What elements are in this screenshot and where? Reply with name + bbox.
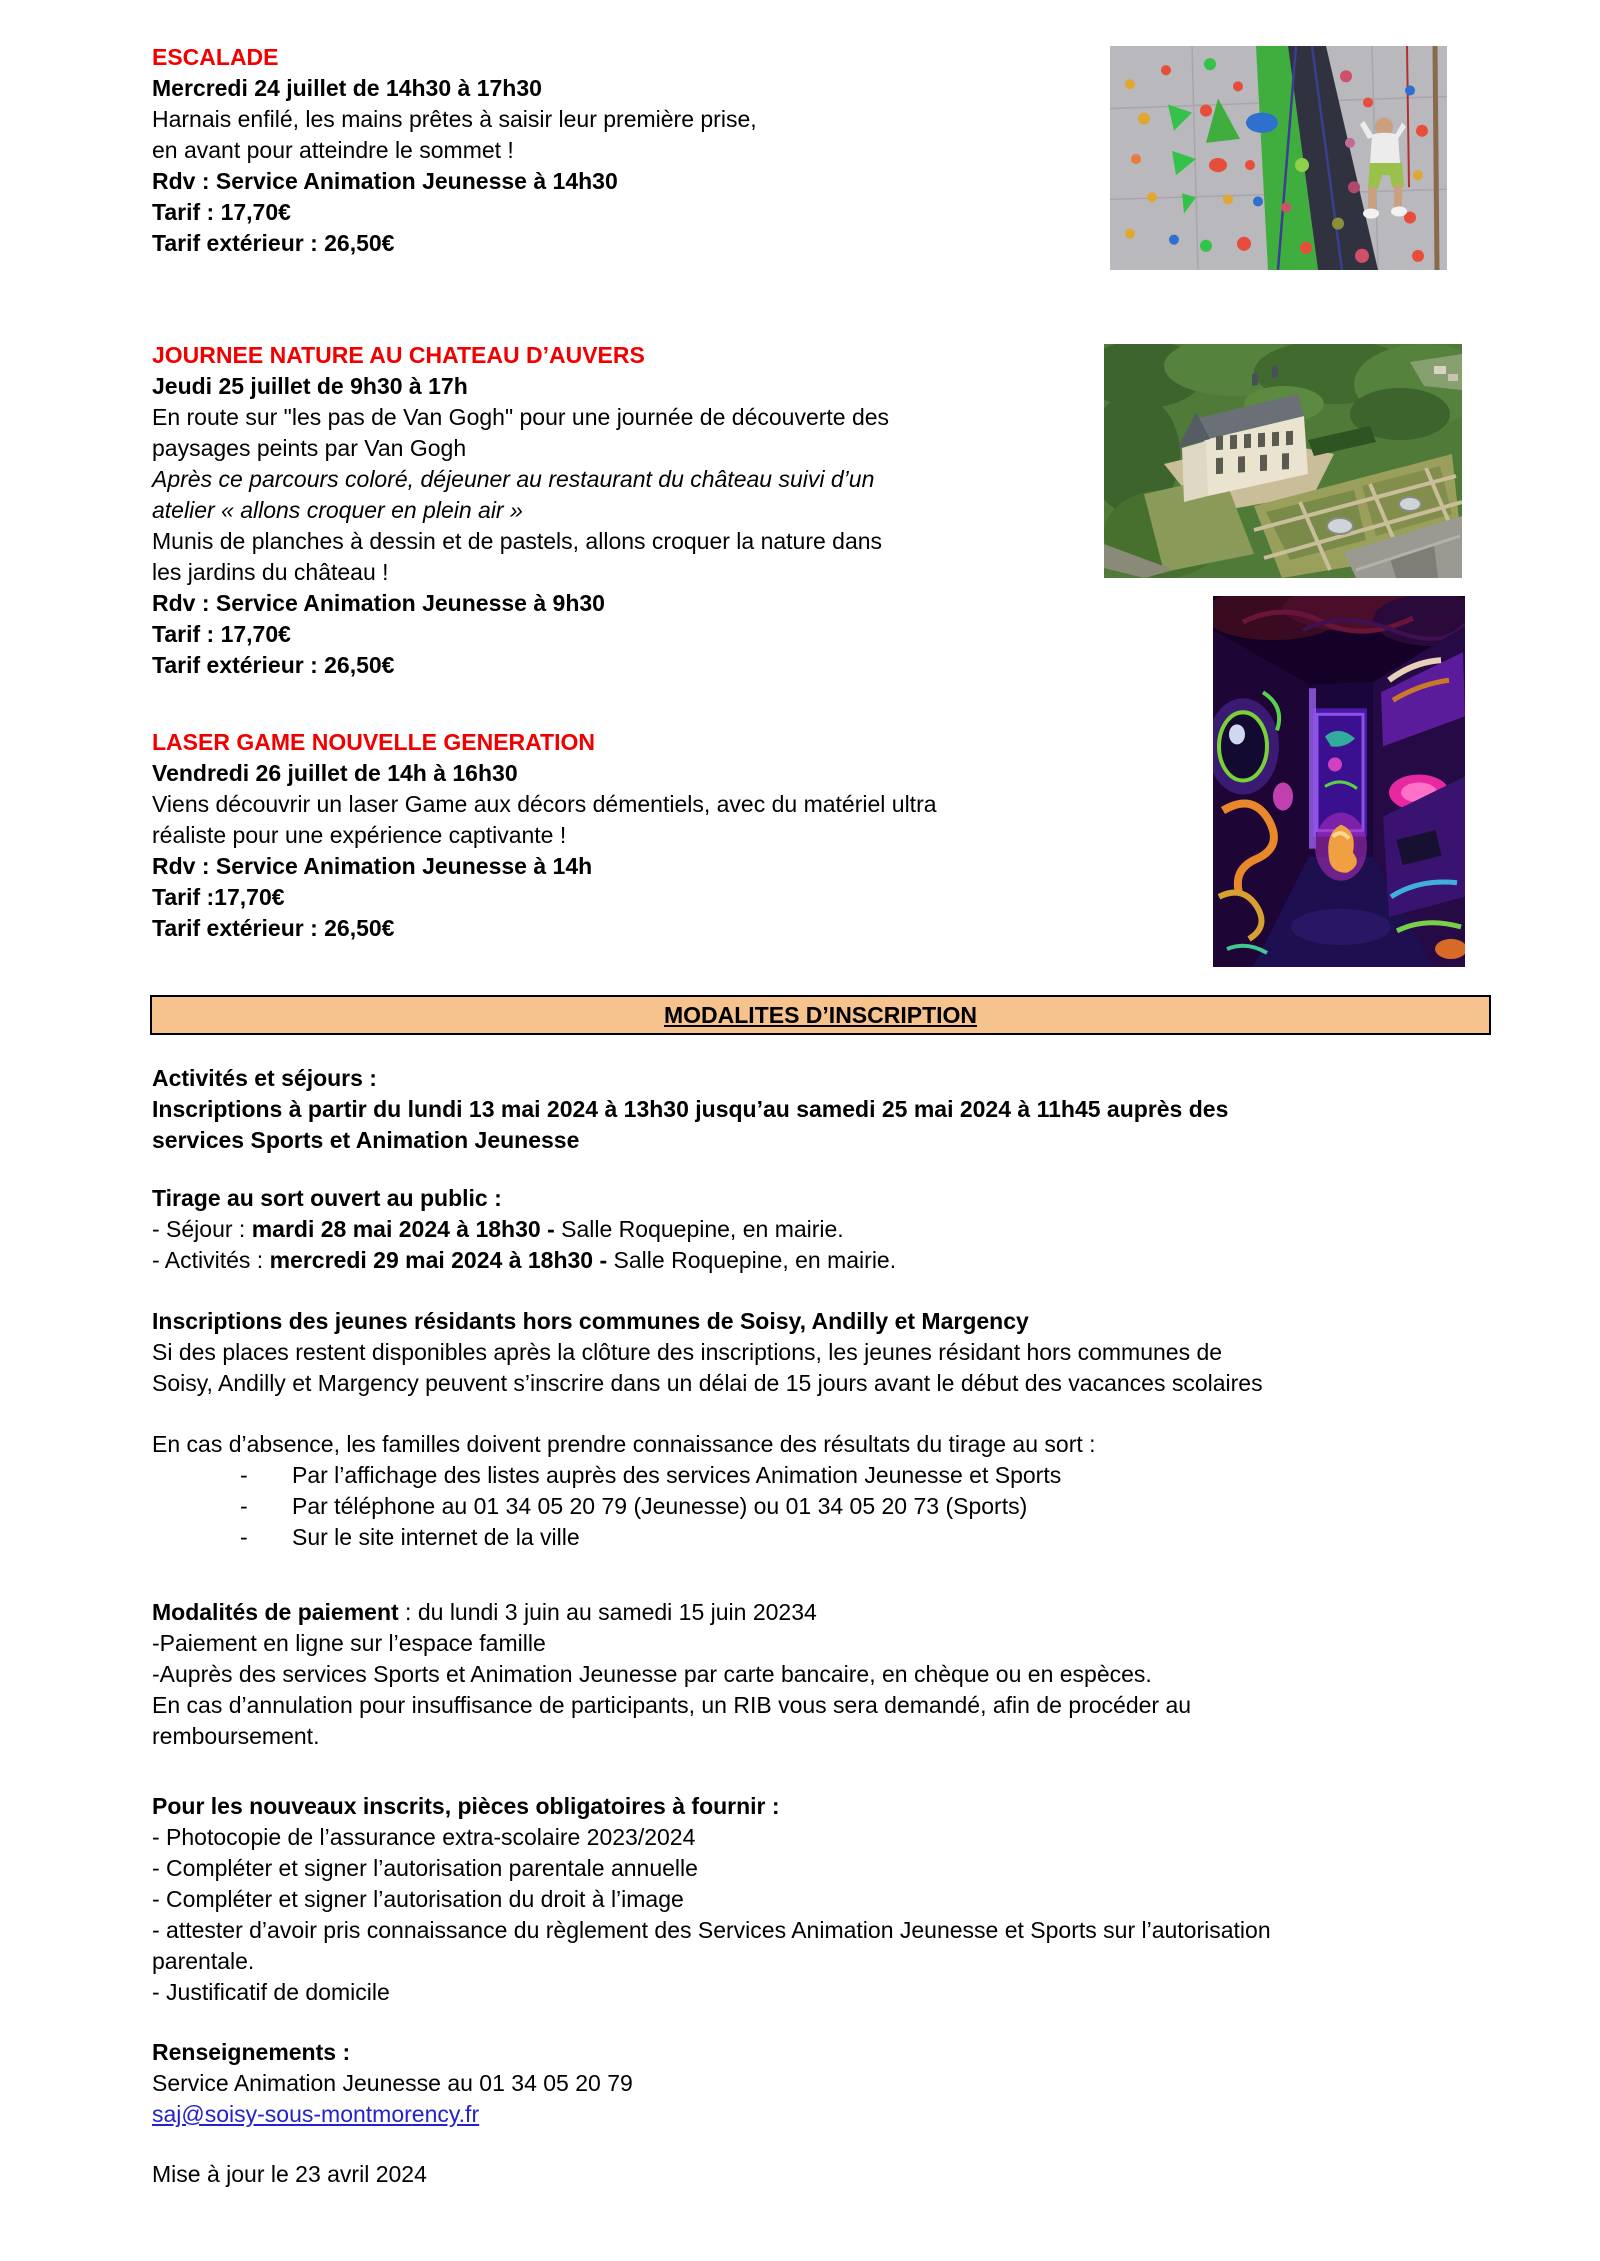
paragraph-activites-sejours xyxy=(152,1063,1228,1156)
paragraph-renseignements xyxy=(152,2037,633,2130)
activity-tarif-exterieur: Tarif extérieur : 26,50€ xyxy=(152,230,395,256)
activity-desc-line: Harnais enfilé, les mains prêtes à saisir leur première prise, xyxy=(152,106,757,132)
paragraph-heading: Activités et séjours : xyxy=(152,1065,377,1091)
activity-section-laser-game xyxy=(152,727,937,944)
activity-desc-line: En route sur "les pas de Van Gogh" pour une journée de découverte des xyxy=(152,404,890,430)
activity-desc-line: paysages peints par Van Gogh xyxy=(152,435,467,461)
paragraph-line: Service Animation Jeunesse au 01 34 05 20 79 xyxy=(152,2070,633,2096)
paragraph-line: -Paiement en ligne sur l’espace famille xyxy=(152,1630,546,1656)
paragraph-modalites-paiement xyxy=(152,1597,1191,1752)
list-item: - Par l’affichage des listes auprès des services Animation Jeunesse et Sports xyxy=(152,1460,1096,1491)
paragraph-line: remboursement. xyxy=(152,1723,320,1749)
activity-rdv: Rdv : Service Animation Jeunesse à 14h30 xyxy=(152,168,618,194)
activity-rdv: Rdv : Service Animation Jeunesse à 9h30 xyxy=(152,590,605,616)
tirage-item: - Activités : mercredi 29 mai 2024 à 18h30 - Salle Roquepine, en mairie. xyxy=(152,1247,897,1273)
activity-desc-line: en avant pour atteindre le sommet ! xyxy=(152,137,514,163)
activity-desc-italic-line: atelier « allons croquer en plein air » xyxy=(152,497,523,523)
paragraph-line: Si des places restent disponibles après la clôture des inscriptions, les jeunes résidant hors communes de xyxy=(152,1339,1223,1365)
activity-tarif: Tarif :17,70€ xyxy=(152,884,285,910)
list-item: - Par téléphone au 01 34 05 20 79 (Jeunesse) ou 01 34 05 20 73 (Sports) xyxy=(152,1491,1096,1522)
activity-desc-line: les jardins du château ! xyxy=(152,559,389,585)
activity-tarif: Tarif : 17,70€ xyxy=(152,199,291,225)
floor-glow xyxy=(1291,909,1391,945)
email-link[interactable]: saj@soisy-sous-montmorency.fr xyxy=(152,2101,480,2127)
modalites-inscription-banner xyxy=(150,995,1491,1035)
activity-date: Mercredi 24 juillet de 14h30 à 17h30 xyxy=(152,75,542,101)
paragraph-line: En cas d’annulation pour insuffisance de participants, un RIB vous sera demandé, afin de procéder au xyxy=(152,1692,1192,1718)
paragraph-absence-resultats xyxy=(152,1429,1096,1553)
activity-desc-line: Munis de planches à dessin et de pastels, allons croquer la nature dans xyxy=(152,528,883,554)
paragraph-heading: Pour les nouveaux inscrits, pièces obligatoires à fournir : xyxy=(152,1793,780,1819)
tirage-item: - Séjour : mardi 28 mai 2024 à 18h30 - Salle Roquepine, en mairie. xyxy=(152,1216,844,1242)
paragraph-heading: Tirage au sort ouvert au public : xyxy=(152,1185,502,1211)
list-item: - Sur le site internet de la ville xyxy=(152,1522,1096,1553)
laser-game-corridor-photo xyxy=(1213,596,1465,967)
dash-bullet-icon: - xyxy=(240,1493,248,1519)
paragraph-line: Inscriptions à partir du lundi 13 mai 2024 à 13h30 jusqu’au samedi 25 mai 2024 à 11h45 auprès des xyxy=(152,1096,1229,1122)
paragraph-hors-communes xyxy=(152,1306,1263,1399)
glowing-statue xyxy=(1315,813,1367,881)
paragraph-line: -Auprès des services Sports et Animation Jeunesse par carte bancaire, en chèque ou en espèces. xyxy=(152,1661,1152,1687)
paragraph-line: En cas d’absence, les familles doivent prendre connaissance des résultats du tirage au sort : xyxy=(152,1431,1096,1457)
activity-section-journee-nature xyxy=(152,340,889,681)
paragraph-line: - Compléter et signer l’autorisation parentale annuelle xyxy=(152,1855,698,1881)
paragraph-heading: Modalités de paiement : du lundi 3 juin au samedi 15 juin 20234 xyxy=(152,1599,817,1625)
chateau-auvers-aerial-photo xyxy=(1104,344,1462,578)
dash-bullet-icon: - xyxy=(240,1462,248,1488)
paragraph-line: parentale. xyxy=(152,1948,255,1974)
paragraph-heading: Inscriptions des jeunes résidants hors communes de Soisy, Andilly et Margency xyxy=(152,1308,1029,1334)
paragraph-line: - Compléter et signer l’autorisation du droit à l’image xyxy=(152,1886,684,1912)
activity-desc-line: Viens découvrir un laser Game aux décors démentiels, avec du matériel ultra xyxy=(152,791,937,817)
climbing-wall-photo xyxy=(1110,46,1447,270)
paragraph-tirage-au-sort xyxy=(152,1183,896,1276)
paragraph-line: - Photocopie de l’assurance extra-scolaire 2023/2024 xyxy=(152,1824,696,1850)
activity-tarif-exterieur: Tarif extérieur : 26,50€ xyxy=(152,652,395,678)
activity-section-escalade xyxy=(152,42,757,259)
activity-tarif: Tarif : 17,70€ xyxy=(152,621,291,647)
paragraph-line: Mise à jour le 23 avril 2024 xyxy=(152,2161,427,2187)
paragraph-heading: Renseignements : xyxy=(152,2039,351,2065)
last-updated-note xyxy=(152,2159,427,2190)
paragraph-line: Soisy, Andilly et Margency peuvent s’inscrire dans un délai de 15 jours avant le début des vacances scolaires xyxy=(152,1370,1263,1396)
activity-date: Jeudi 25 juillet de 9h30 à 17h xyxy=(152,373,468,399)
activity-tarif-exterieur: Tarif extérieur : 26,50€ xyxy=(152,915,395,941)
paragraph-line: - Justificatif de domicile xyxy=(152,1979,390,2005)
activity-desc-italic-line: Après ce parcours coloré, déjeuner au restaurant du château suivi d’un xyxy=(152,466,875,492)
activity-rdv: Rdv : Service Animation Jeunesse à 14h xyxy=(152,853,593,879)
activity-title: LASER GAME NOUVELLE GENERATION xyxy=(152,729,595,755)
paragraph-pieces-a-fournir xyxy=(152,1791,1271,2008)
activity-title: ESCALADE xyxy=(152,44,279,70)
dash-bullet-icon: - xyxy=(240,1524,248,1550)
activity-title: JOURNEE NATURE AU CHATEAU D’AUVERS xyxy=(152,342,645,368)
activity-desc-line: réaliste pour une expérience captivante ! xyxy=(152,822,567,848)
banner-title: MODALITES D’INSCRIPTION xyxy=(663,1001,978,1028)
activity-date: Vendredi 26 juillet de 14h à 16h30 xyxy=(152,760,518,786)
paragraph-line: - attester d’avoir pris connaissance du règlement des Services Animation Jeunesse et Sports sur l’autorisation xyxy=(152,1917,1271,1943)
paragraph-line: services Sports et Animation Jeunesse xyxy=(152,1127,580,1153)
